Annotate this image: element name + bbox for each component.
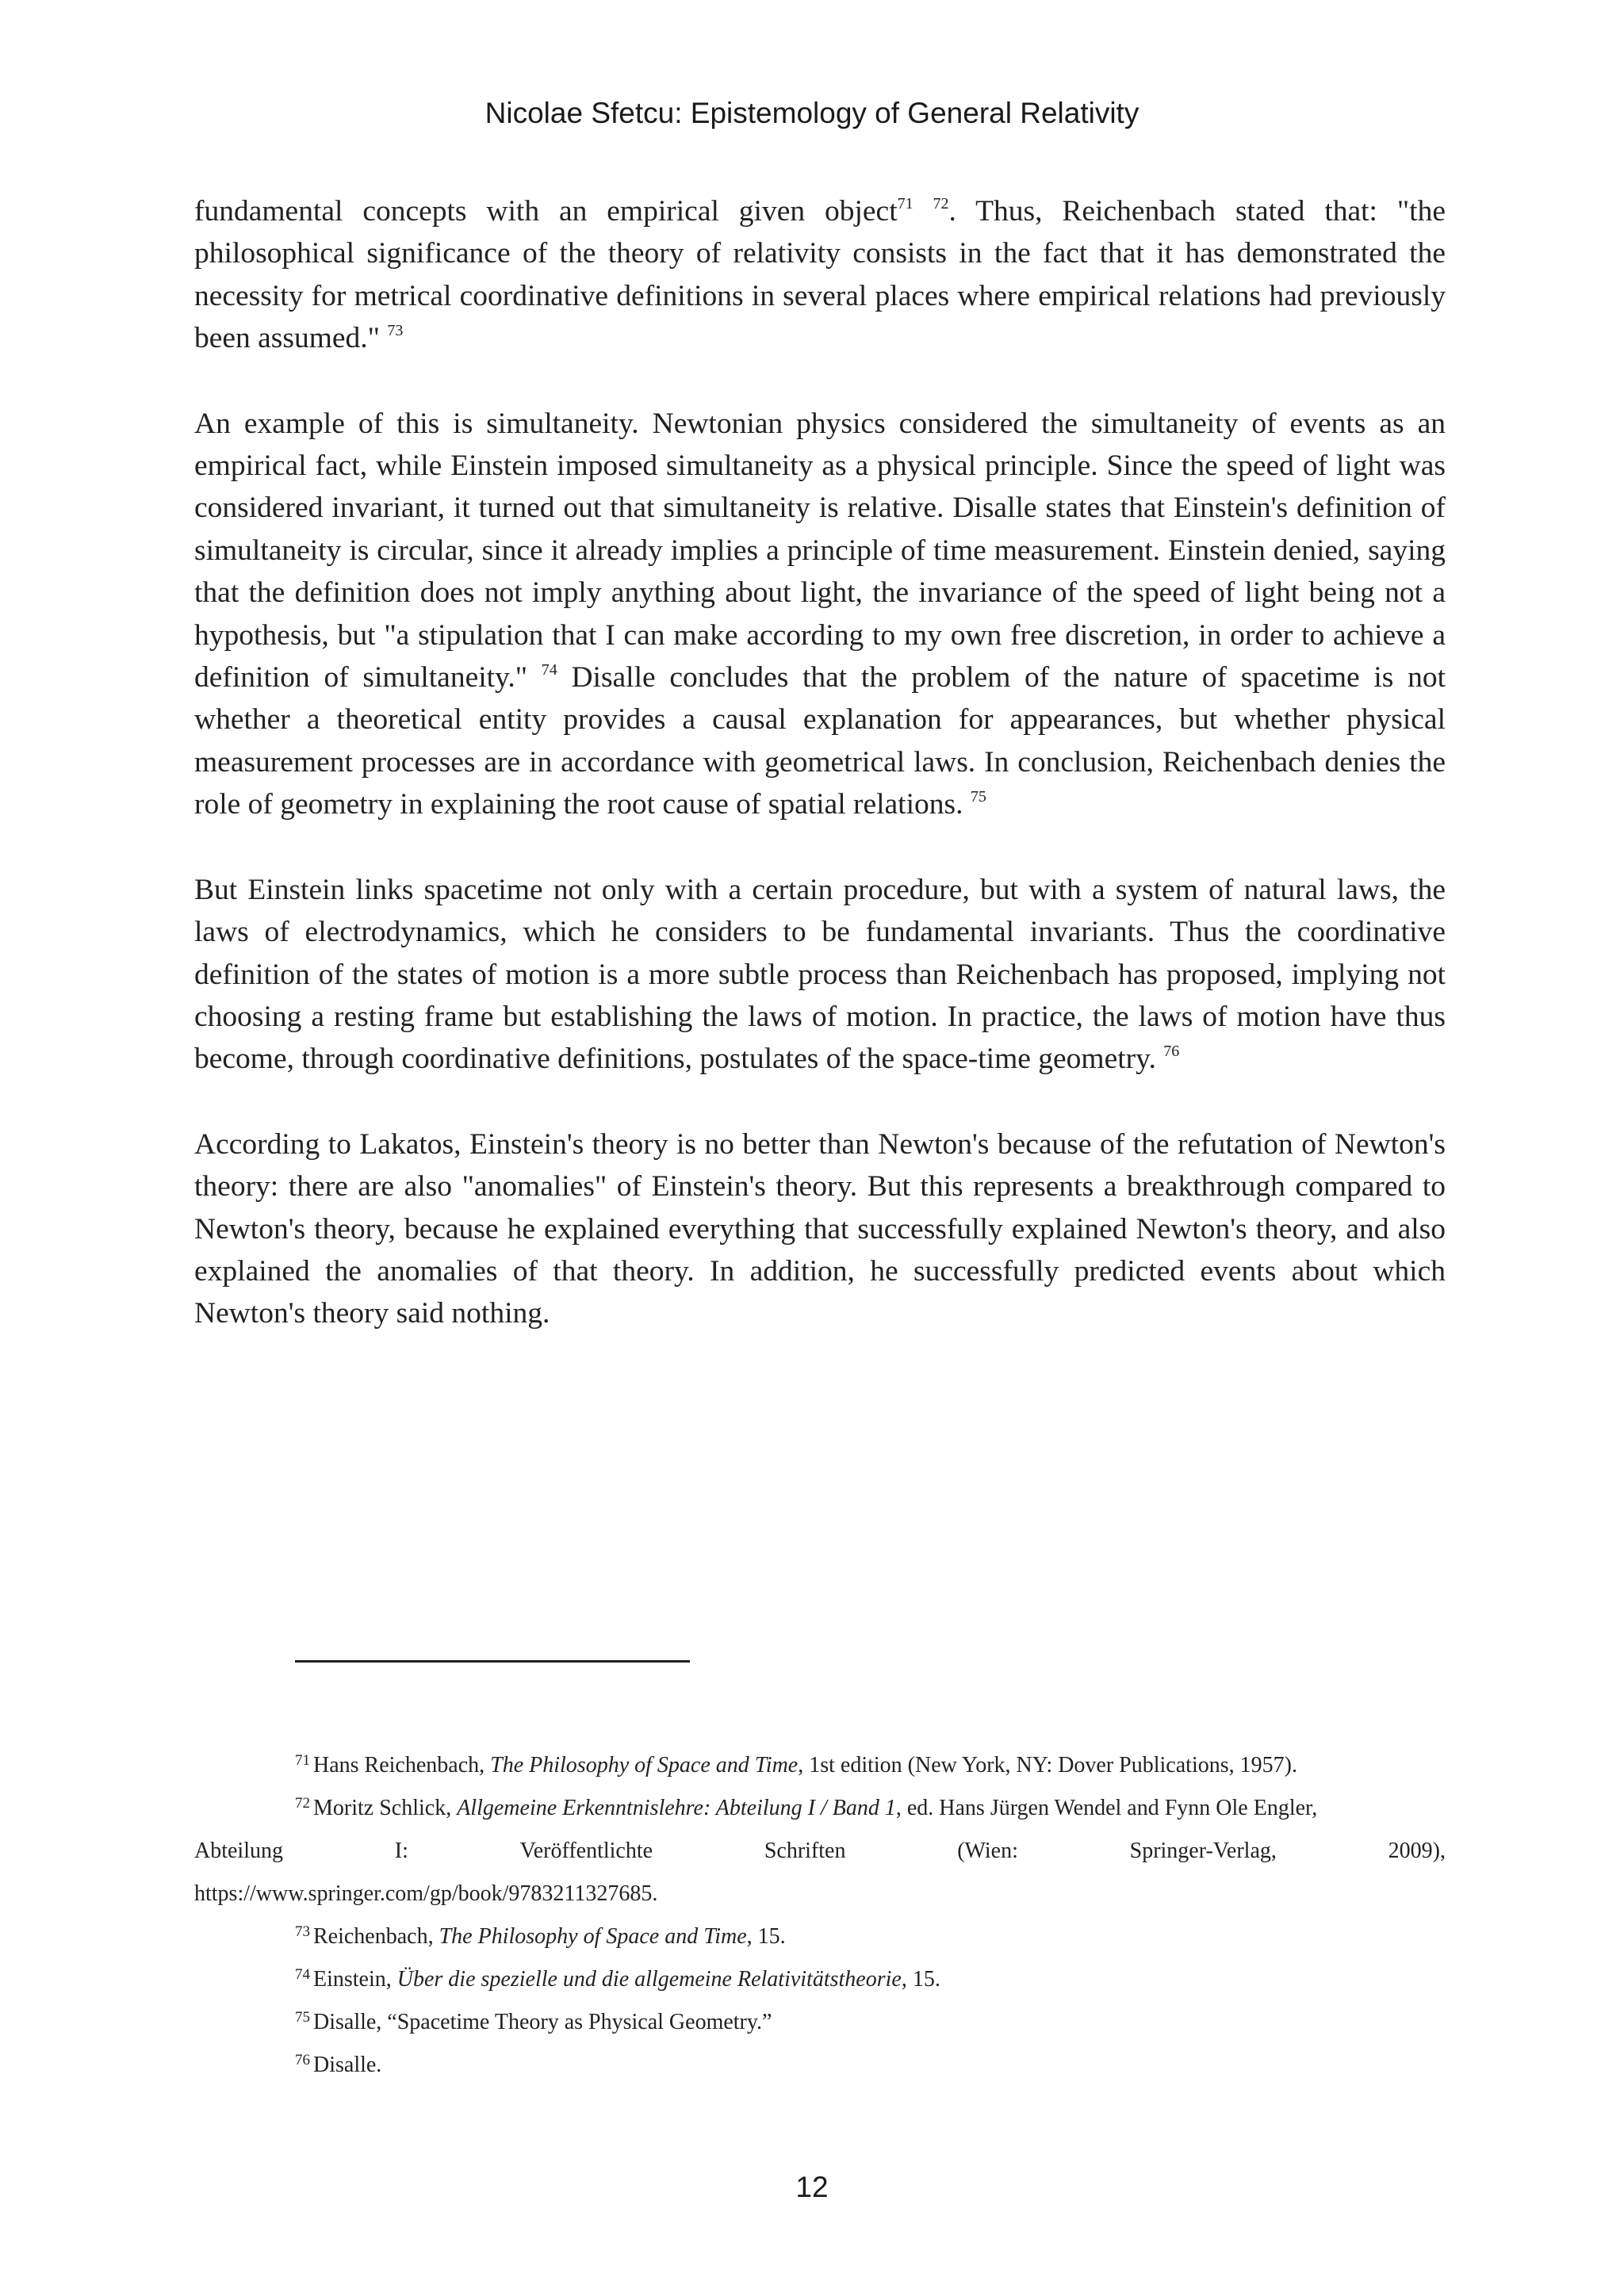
footnote-number: 75 xyxy=(295,2009,310,2026)
footnote-ref-76[interactable]: 76 xyxy=(1163,1043,1180,1061)
footnote-76: $^{76}$ Disalle. xyxy=(295,2052,382,2077)
paragraph-3: But Einstein links spacetime not only with a certain procedure, but with a system of natural laws, the laws of electrodynamics, which he considers to be fundamental invariants. Thus the coordinative definition of the states of motion is a more subtle process than Reichenbach has proposed, implying not choosing a resting frame but establishing the laws of motion. In practice, the laws of motion have thus become, through coordinative definitions, postulates of the space-time geometry. $^{76}$ xyxy=(194,873,1446,1076)
footnote-71: $^{71}$ Hans Reichenbach, The Philosophy of Space and Time, 1st edition (New York, NY: Dover Publications, 1957). xyxy=(295,1752,1297,1777)
running-header: Nicolae Sfetcu: Epistemology of General Relativity xyxy=(485,97,1139,129)
footnote-72-line-2: Abteilung I: Veröffentlichte Schriften (Wien: Springer-Verlag, 2009), xyxy=(194,1839,1446,1863)
footnote-72-url[interactable]: https://www.springer.com/gp/book/9783211327685. xyxy=(194,1881,658,1906)
footnote-number: 74 xyxy=(295,1966,310,1983)
footnote-75: $^{75}$ Disalle, “Spacetime Theory as Physical Geometry.” xyxy=(295,2009,772,2034)
paragraph-4: According to Lakatos, Einstein's theory is no better than Newton's because of the refutation of Newton's theory: there are also "anomalies" of Einstein's theory. But this represents a breakthrough compared to Newton's theory, because he explained everything that successfully explained Newton's theory, and also explained the anomalies of that theory. In addition, he successfully predicted events about which Newton's theory said nothing. xyxy=(194,1127,1446,1330)
footnote-72: $^{72}$ Moritz Schlick, Allgemeine Erkenntnislehre: Abteilung I / Band 1, ed. Hans Jürgen Wendel and Fynn Ole Engler, xyxy=(295,1795,1318,1820)
footnote-number: 73 xyxy=(295,1923,310,1940)
paragraph-2: An example of this is simultaneity. Newtonian physics considered the simultaneity of events as an empirical fact, while Einstein imposed simultaneity as a physical principle. Since the speed of light was considered invariant, it turned out that simultaneity is relative. Disalle states that Einstein's definition of simultaneity is circular, since it already implies a principle of time measurement. Einstein denied, saying that the definition does not imply anything about light, the invariance of the speed of light being not a hypothesis, but "a stipulation that I can make according to my own free discretion, in order to achieve a definition of simultaneity." $^{74}$ Disalle concludes that the problem of the nature of spacetime is not whether a theoretical entity provides a causal explanation for appearances, but whether physical measurement processes are in accordance with geometrical laws. In conclusion, Reichenbach denies the role of geometry in explaining the root cause of spatial relations. $^{75}$ xyxy=(194,407,1446,821)
page-number: 12 xyxy=(795,2171,829,2203)
footnote-number: 72 xyxy=(295,1795,310,1812)
footnote-74: $^{74}$ Einstein, Über die spezielle und die allgemeine Relativitätstheorie, 15. xyxy=(295,1966,940,1992)
footnotes xyxy=(194,1744,1446,2087)
footnote-number: 76 xyxy=(295,2052,310,2068)
footnote-separator xyxy=(295,1660,690,1663)
footnote-ref-75[interactable]: 75 xyxy=(970,788,986,806)
footnote-ref-73[interactable]: 73 xyxy=(387,322,404,340)
footnote-ref-72[interactable]: 72 xyxy=(933,195,949,212)
paragraph-1: fundamental concepts with an empirical given object$^{71}$ $^{72}$. Thus, Reichenbach stated that: "the philosophical significance of the theory of relativity consists in the fact that it has demonstrated the necessity for metrical coordinative definitions in several places where empirical relations had previously been assumed." $^{73}$ xyxy=(194,195,1446,355)
footnote-ref-74[interactable]: 74 xyxy=(541,661,557,679)
footnote-ref-71[interactable]: 71 xyxy=(897,195,914,212)
body-text xyxy=(194,190,1446,1378)
footnote-73: $^{73}$ Reichenbach, The Philosophy of Space and Time, 15. xyxy=(295,1923,786,1949)
footnote-number: 71 xyxy=(295,1752,310,1769)
